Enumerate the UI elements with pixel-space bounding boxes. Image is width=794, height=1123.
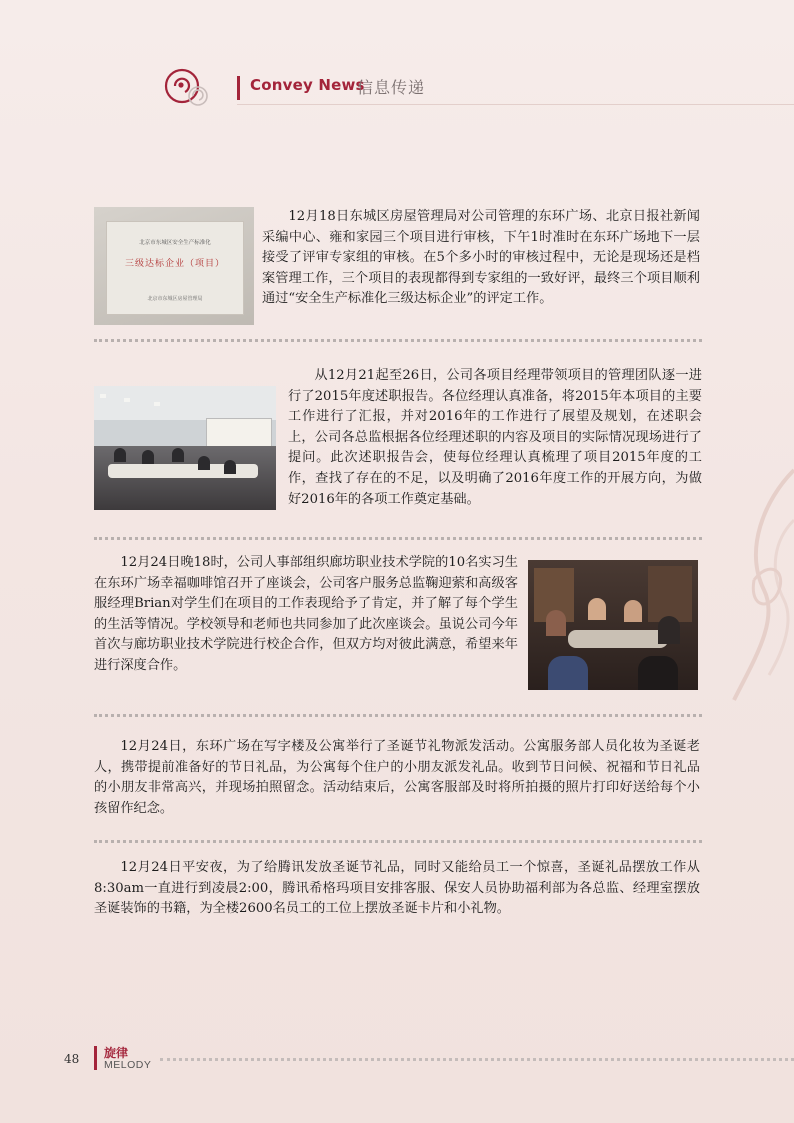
article-4-text: 12月24日，东环广场在写字楼及公寓举行了圣诞节礼物派发活动。公寓服务部人员化妆为圣诞老人，携带提前准备好的节日礼品，为公寓每个住户的小朋友派发礼品。收到节日问候、祝福和节日礼品的小朋友非常高兴，并现场拍照留念。活动结束后，公寓客服部及时将所拍摄的照片打印好送给每个小孩留作纪念。 [94, 739, 700, 816]
footer-brand-en: MELODY [104, 1059, 152, 1071]
article-1-text: 12月18日东城区房屋管理局对公司管理的东环广场、北京日报社新闻采编中心、雍和家园三个项目进行审核，下午1时准时在东环广场地下一层接受了评审专家组的审核。在5个多小时的审核过程中，无论是现场还是档案管理工作，三个项目的表现都得到专家组的一致好评，最终三个项目顺利通过“安全生产标准化三级达标企业”的评定工作。 [262, 209, 700, 307]
header-divider [237, 76, 240, 100]
footer-brand-cn: 旋律 [104, 1046, 129, 1060]
certificate-line-1: 北京市东城区安全生产标准化 [139, 240, 211, 246]
seminar-photo [528, 560, 698, 690]
certificate-title: 三级达标企业（项目） [124, 259, 225, 269]
decorative-swirl [724, 460, 794, 720]
section-title-en: Convey News [250, 76, 365, 94]
header-rule [237, 104, 794, 105]
certificate-line-3: 北京市东城区房屋管理局 [147, 296, 203, 302]
article-2-text: 从12月21起至26日，公司各项目经理带领项目的管理团队逐一进行了2015年度述职报告。各位经理认真准备，将2015年本项目的主要工作进行了汇报，并对2016年的工作进行了展望及规划，在述职会上，公司各总监根据各位经理述职的内容及项目的实际情况现场进行了提问。此次述职报告会，使每位经理认真梳理了项目2015年度的工作，查找了存在的不足，以及明确了2016年度工作的开展方向，为做好2016年的各项工作奠定基础。 [288, 368, 702, 507]
section-title-cn: 信息传递 [357, 78, 426, 97]
article-separator [94, 840, 702, 843]
article-5-text: 12月24日平安夜，为了给腾讯发放圣诞节礼品，同时又能给员工一个惊喜，圣诞礼品摆放工作从8:30am一直进行到凌晨2:00，腾讯希格玛项目安排客服、保安人员协助福利部为各总监、经理室摆放圣诞装饰的书籍，为全楼2600名员工的工位上摆放圣诞卡片和小礼物。 [94, 860, 700, 917]
footer-rule [160, 1058, 794, 1061]
article-3-text: 12月24日晚18时，公司人事部组织廊坊职业技术学院的10名实习生在东环广场幸福咖啡馆召开了座谈会，公司客户服务总监鞠迎萦和高级客服经理Brian对学生们在项目的工作表现给予了肯定，并了解了每个学生的生活等情况。学校领导和老师也共同参加了此次座谈会。虽说公司今年首次与廊坊职业技术学院进行校企合作，但双方均对彼此满意，希望来年进行深度合作。 [94, 555, 518, 673]
article-separator [94, 714, 702, 717]
company-logo [160, 66, 212, 110]
article-separator [94, 339, 702, 342]
meeting-photo [94, 386, 276, 510]
certificate-photo [94, 207, 254, 325]
page-number: 48 [64, 1052, 80, 1066]
footer-divider [94, 1046, 97, 1070]
article-separator [94, 537, 702, 540]
